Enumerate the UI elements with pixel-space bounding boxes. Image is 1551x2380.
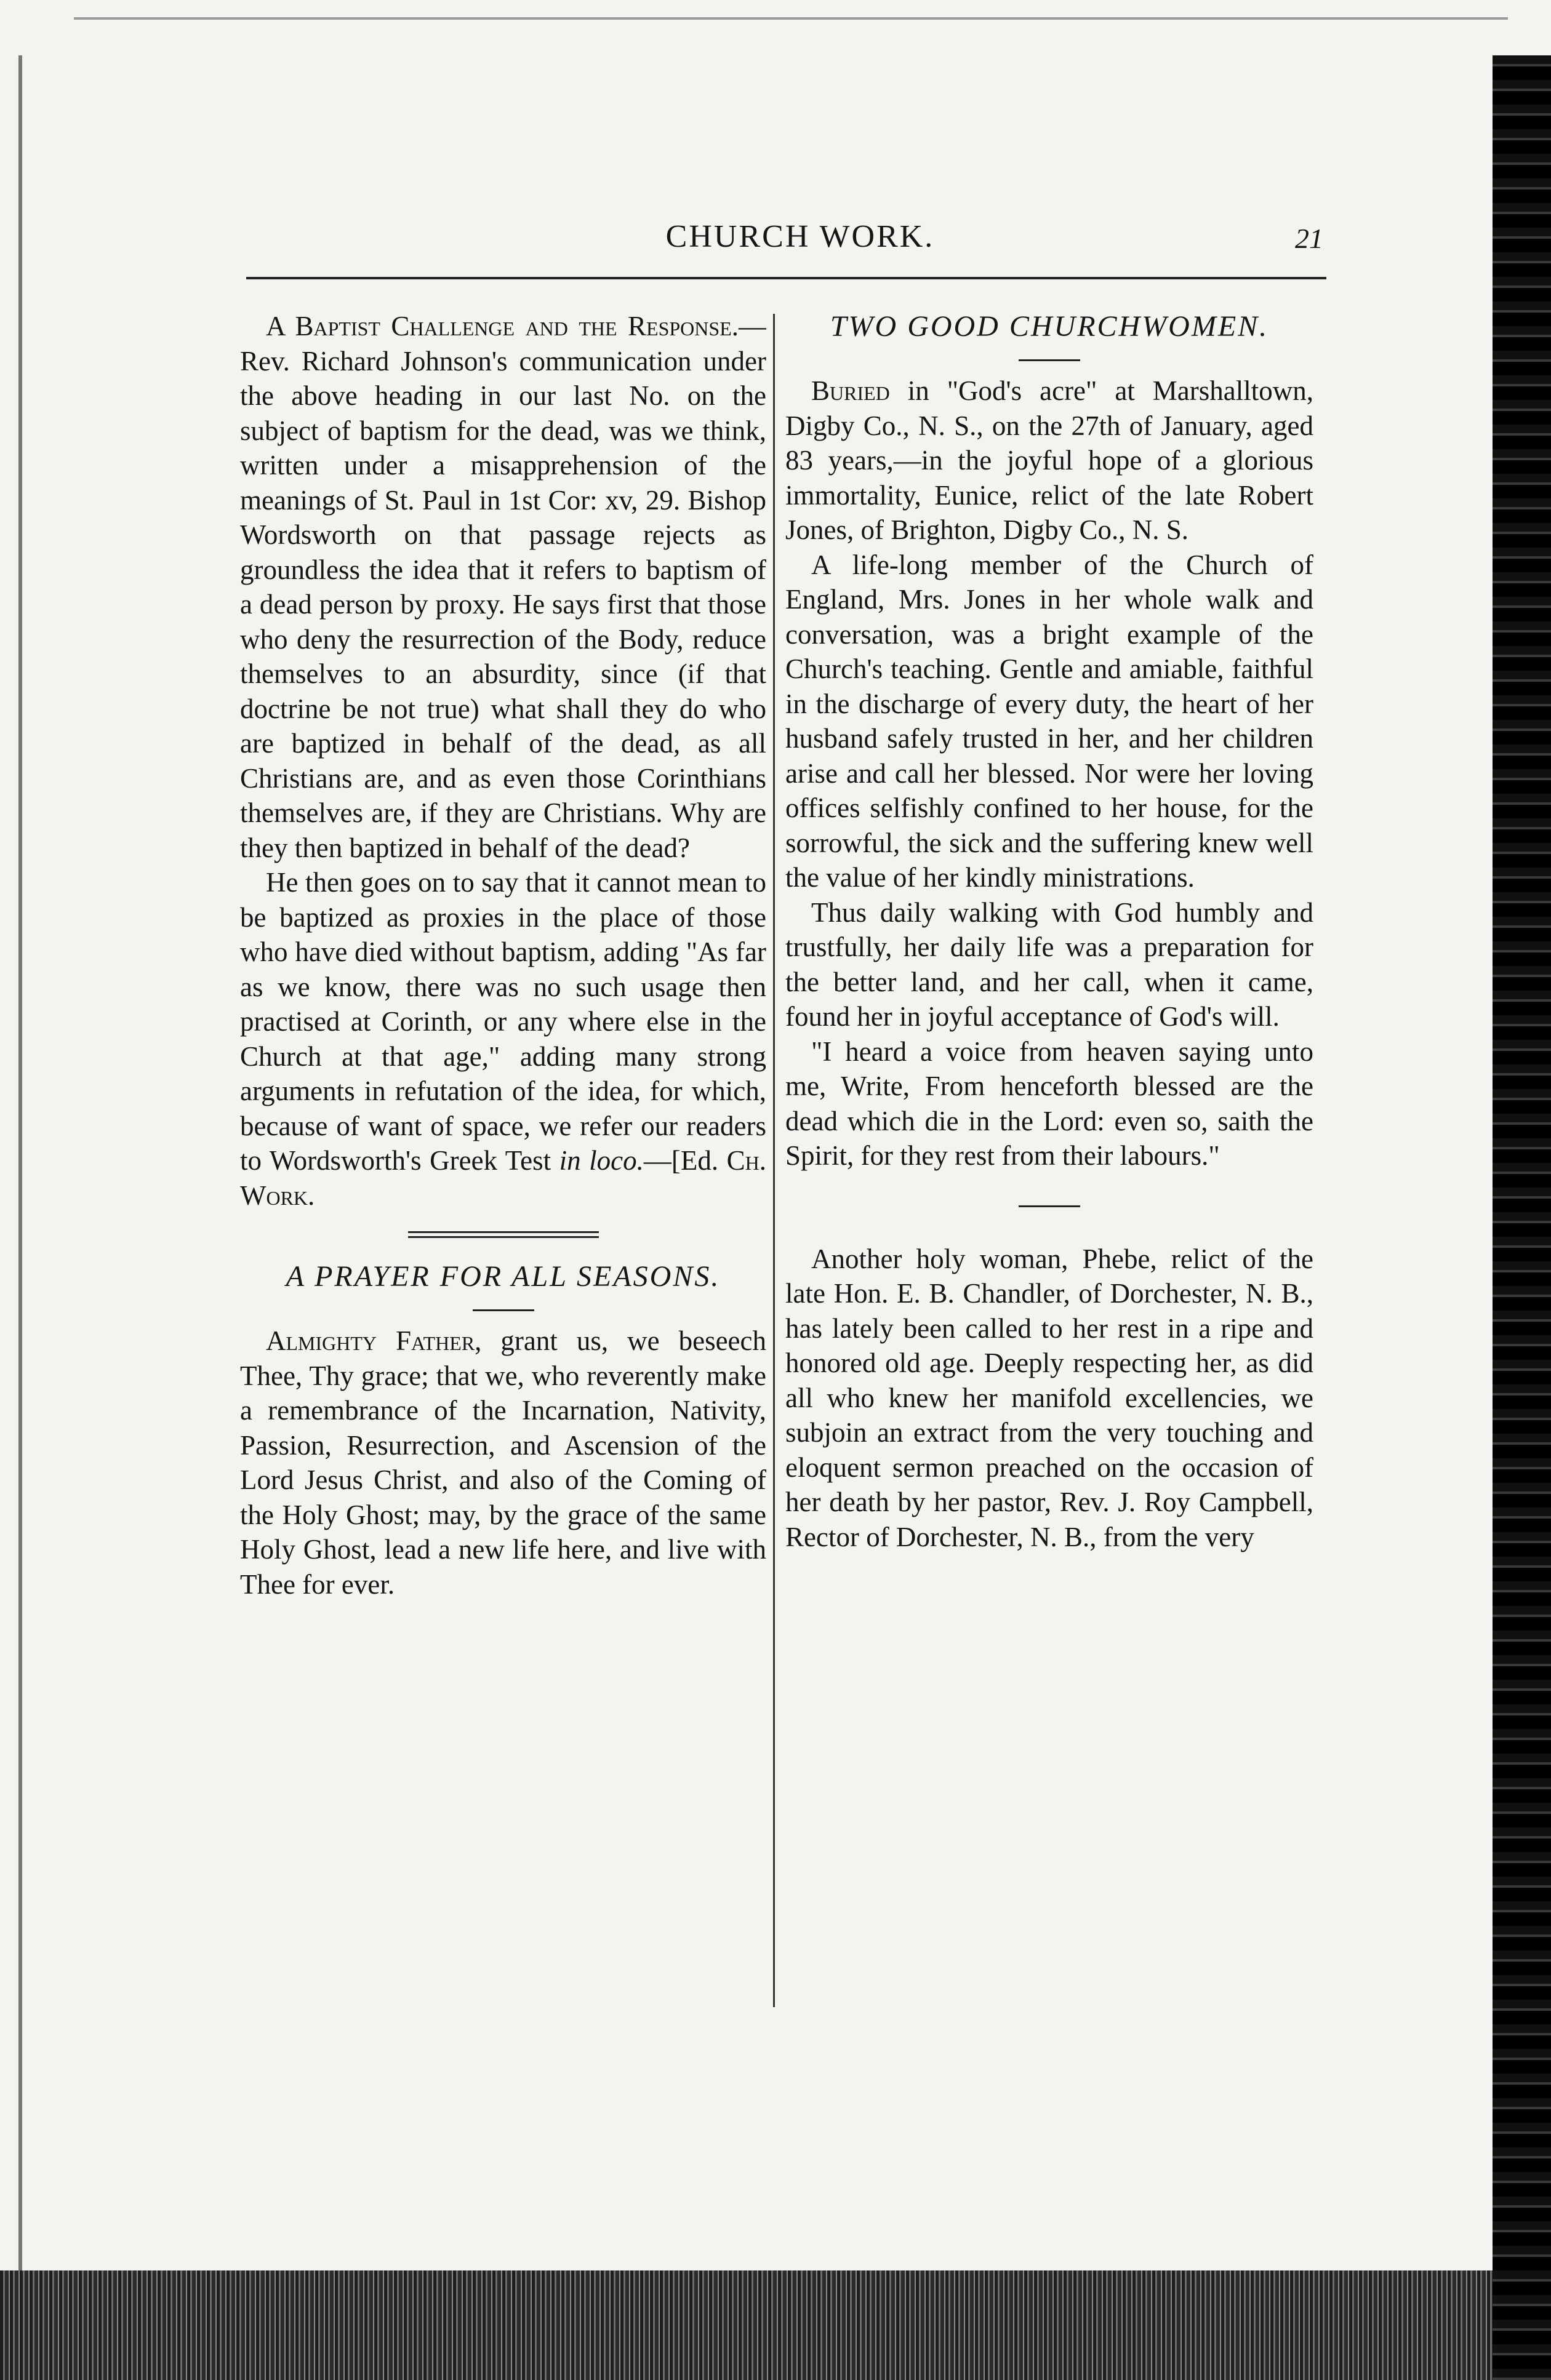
churchwomen-paragraph-4: "I heard a voice from heaven saying unto me, Write, From henceforth blessed are the dead which die in the Lord: even so, saith the Spirit, for they rest from their labours." — [785, 1036, 1313, 1171]
churchwomen-paragraph-1 — [785, 373, 1313, 548]
column-divider — [773, 314, 775, 2007]
churchwomen-text-1: in "God's acre" at Marshalltown, Digby Co., N. S., on the 27th of January, aged 83 years,—in the joyful hope of a glorious immortality, Eunice, relict of the late Robert Jones, of Brighton, Digby Co., N. S. — [785, 375, 1313, 545]
article-baptist-italic: in loco. — [559, 1145, 644, 1176]
prayer-paragraph — [240, 1324, 766, 1602]
article-baptist-signature: Ch. Work. — [240, 1145, 766, 1211]
churchwomen-paragraph-5: Another holy woman, Phebe, relict of the late Hon. E. B. Chandler, of Dorchester, N. B., has lately been called to her rest in a ripe and honored old age. Deeply respecting her, as did all who knew her manifold excellencies, we subjoin an extract from the very touching and eloquent sermon preached on the occasion of her death by her pastor, Rev. J. Roy Campbell, Rector of Dorchester, N. B., from the very — [785, 1243, 1313, 1552]
churchwomen-paragraph-3: Thus daily walking with God humbly and trustfully, her daily life was a preparation for the better land, and her call, when it came, found her in joyful acceptance of God's will. — [785, 896, 1313, 1032]
scan-binding-shadow — [1493, 55, 1551, 2380]
article-baptist-text-1: —Rev. Richard Johnson's communication under the above heading in our last No. on the subject of baptism for the dead, was we think, written under a misapprehension of the meanings of St. Paul in 1st Cor: xv, 29. Bishop Wordsworth on that passage rejects as groundless the idea that it refers to baptism of a dead person by proxy. He says first that those who deny the resurrection of the Body, reduce themselves to an absurdity, since (if that doctrine be not true) what shall they do who are baptized in behalf of the dead, as all Christians are, and as even those Corinthians themselves are, if they are Christians. Why are they then baptized in behalf of the dead? — [240, 311, 766, 863]
prayer-lead: Almighty Father, — [266, 1325, 482, 1356]
prayer-heading: A PRAYER FOR ALL SEASONS. — [286, 1260, 721, 1293]
scan-bottom-border — [0, 2270, 1493, 2380]
page-number: 21 — [1295, 223, 1323, 254]
churchwomen-heading: TWO GOOD CHURCHWOMEN. — [830, 310, 1269, 343]
right-column — [785, 309, 1313, 2026]
churchwomen-heading-rule — [1019, 359, 1080, 361]
header-rule — [246, 277, 1326, 279]
page-left-edge — [18, 55, 22, 2270]
prayer-heading-rule — [473, 1309, 534, 1311]
churchwomen-lead: Buried — [811, 375, 890, 406]
section-double-rule — [408, 1231, 599, 1238]
article-baptist-paragraph-2 — [240, 865, 766, 1213]
churchwomen-separator — [1019, 1205, 1080, 1207]
article-baptist-paragraph-1 — [240, 309, 766, 865]
article-baptist-text-2: He then goes on to say that it cannot mean to be baptized as proxies in the place of those who have died without baptism, adding "As far as we know, there was no such usage then practised at Corinth, or any where else in the Church at that age," adding many strong arguments in refutation of the idea, for which, because of want of space, we refer our readers to Wordsworth's Greek Test — [240, 867, 766, 1176]
running-header-title: CHURCH WORK. — [665, 219, 935, 254]
article-baptist-title: A Baptist Challenge and the Response. — [266, 311, 739, 341]
prayer-text: grant us, we beseech Thee, Thy grace; that we, who reverently make a remembrance of the Incarnation, Nativity, Passion, Resurrection, and Ascension of the Lord Jesus Christ, and also of the Coming of the Holy Ghost; may, by the grace of the same Holy Ghost, lead a new life here, and live with Thee for ever. — [240, 1325, 766, 1600]
churchwomen-paragraph-2: A life-long member of the Church of England, Mrs. Jones in her whole walk and conversation, was a bright example of the Church's teaching. Gentle and amiable, faithful in the discharge of every duty, the heart of her husband safely trusted in her, and her children arise and call her blessed. Nor were her loving offices selfishly confined to her house, for the sorrowful, the sick and the suffering knew well the value of her kindly ministrations. — [785, 549, 1313, 893]
left-column — [240, 309, 766, 2026]
page-top-edge — [74, 17, 1508, 20]
article-baptist-signature-prefix: —[Ed. — [643, 1145, 727, 1176]
